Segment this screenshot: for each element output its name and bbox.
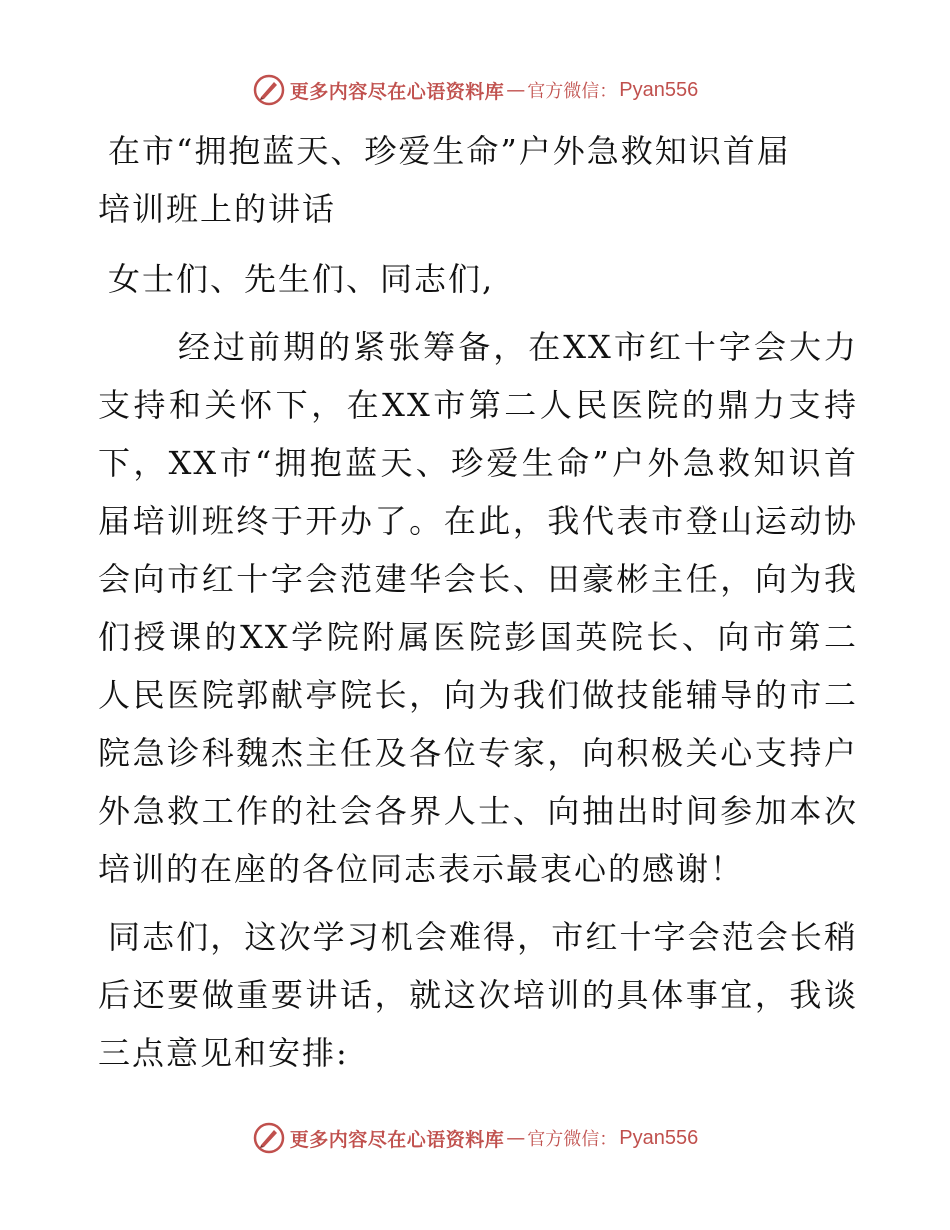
banner-handle: Pyan556 [619,1126,699,1149]
quill-logo-icon [252,73,286,107]
banner-label: 官方微信： [527,81,618,102]
quill-logo-icon [252,1121,286,1155]
document-body [98,122,858,1082]
banner-label: 官方微信： [527,1129,618,1150]
banner-handle: Pyan556 [619,78,699,101]
greeting: 女士们、先生们、同志们, [108,260,495,298]
paragraph-2: 同志们，这次学习机会难得，市红十字会范会长稍后还要做重要讲话，就这次培训的具体事宜，我谈三点意见和安排: [98,918,858,1072]
title-line-2: 培训班上的讲话 [98,190,337,228]
banner-text: 更多内容尽在心语资料库 [289,80,505,103]
banner-dash: — [506,1127,526,1149]
paragraph-1: 经过前期的紧张筹备，在XX市红十字会大力支持和关怀下，在XX市第二人民医院的鼎力支持下，XX市“拥抱蓝天、珍爱生命”户外急救知识首届培训班终于开办了。在此，我代表市登山运动协会向市红十字会范建华会长、田豪彬主任，向为我们授课的XX学院附属医院彭国英院长、向市第二人民医院郭献亭院长，向为我们做技能辅导的市二院急诊科魏杰主任及各位专家，向积极关心支持户外急救工作的社会各界人士、向抽出时间参加本次培训的在座的各位同志表示最衷心的感谢！ [98,328,858,888]
header-watermark-banner [0,70,950,110]
footer-watermark-banner [0,1118,950,1158]
banner-dash: — [506,79,526,101]
banner-text: 更多内容尽在心语资料库 [289,1128,505,1151]
title-line-1: 在市“拥抱蓝天、珍爱生命”户外急救知识首届 [108,132,791,170]
